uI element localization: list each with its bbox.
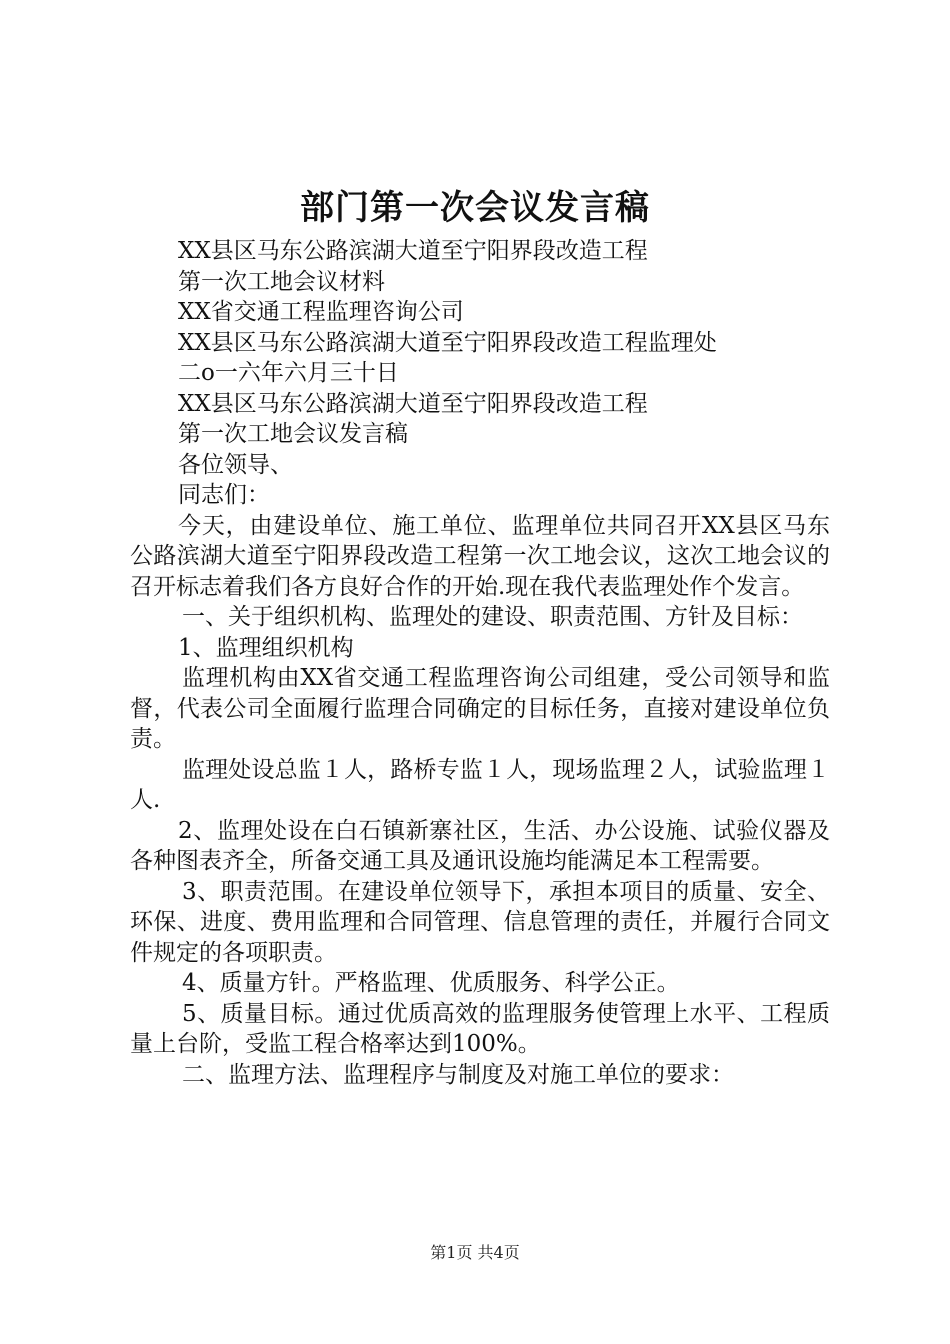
paragraph-organization: 监理机构由XX省交通工程监理咨询公司组建，受公司领导和监督，代表公司全面履行监理合同确定的目标任务，直接对建设单位负责。 (130, 665, 830, 752)
project-name-line-2: XX县区马东公路滨湖大道至宁阳界段改造工程 (178, 390, 648, 417)
document-title: 部门第一次会议发言稿 (300, 188, 650, 228)
paragraph-staffing: 监理处设总监１人，路桥专监１人，现场监理２人，试验监理１人. (130, 756, 830, 813)
salutation-leaders: 各位领导、 (178, 451, 293, 478)
subheading-organization: 1、监理组织机构 (178, 634, 354, 661)
page-number-footer: 第1页 共4页 (430, 1243, 520, 1262)
paragraph-quality-policy: 4、质量方针。严格监理、优质服务、科学公正。 (182, 970, 680, 996)
section-heading-1: 一、关于组织机构、监理处的建设、职责范围、方针及目标： (182, 604, 803, 630)
section-heading-2: 二、监理方法、监理程序与制度及对施工单位的要求： (182, 1061, 734, 1088)
paragraph-responsibilities: 3、职责范围。在建设单位领导下，承担本项目的质量、安全、环保、进度、费用监理和合同管理、信息管理的责任，并履行合同文件规定的各项职责。 (130, 878, 830, 966)
speech-title-line: 第一次工地会议发言稿 (178, 421, 408, 447)
paragraph-opening: 今天，由建设单位、施工单位、监理单位共同召开XX县区马东公路滨湖大道至宁阳界段改造工程第一次工地会议，这次工地会议的召开标志着我们各方良好合作的开始.现在我代表监理处作个发言。 (130, 512, 830, 600)
salutation-comrades: 同志们： (178, 482, 270, 508)
paragraph-quality-goal: 5、质量目标。通过优质高效的监理服务使管理上水平、工程质量上台阶，受监工程合格率达到100%。 (130, 1000, 830, 1057)
company-name-line: XX省交通工程监理咨询公司 (178, 299, 464, 325)
date-line: 二o一六年六月三十日 (178, 360, 399, 386)
material-title-line: 第一次工地会议材料 (178, 268, 385, 295)
supervision-office-line: XX县区马东公路滨湖大道至宁阳界段改造工程监理处 (178, 329, 717, 356)
paragraph-office-location: 2、监理处设在白石镇新寨社区，生活、办公设施、试验仪器及各种图表齐全，所备交通工具及通讯设施均能满足本工程需要。 (130, 817, 830, 874)
document-body (130, 236, 830, 1090)
project-name-line: XX县区马东公路滨湖大道至宁阳界段改造工程 (178, 238, 648, 264)
